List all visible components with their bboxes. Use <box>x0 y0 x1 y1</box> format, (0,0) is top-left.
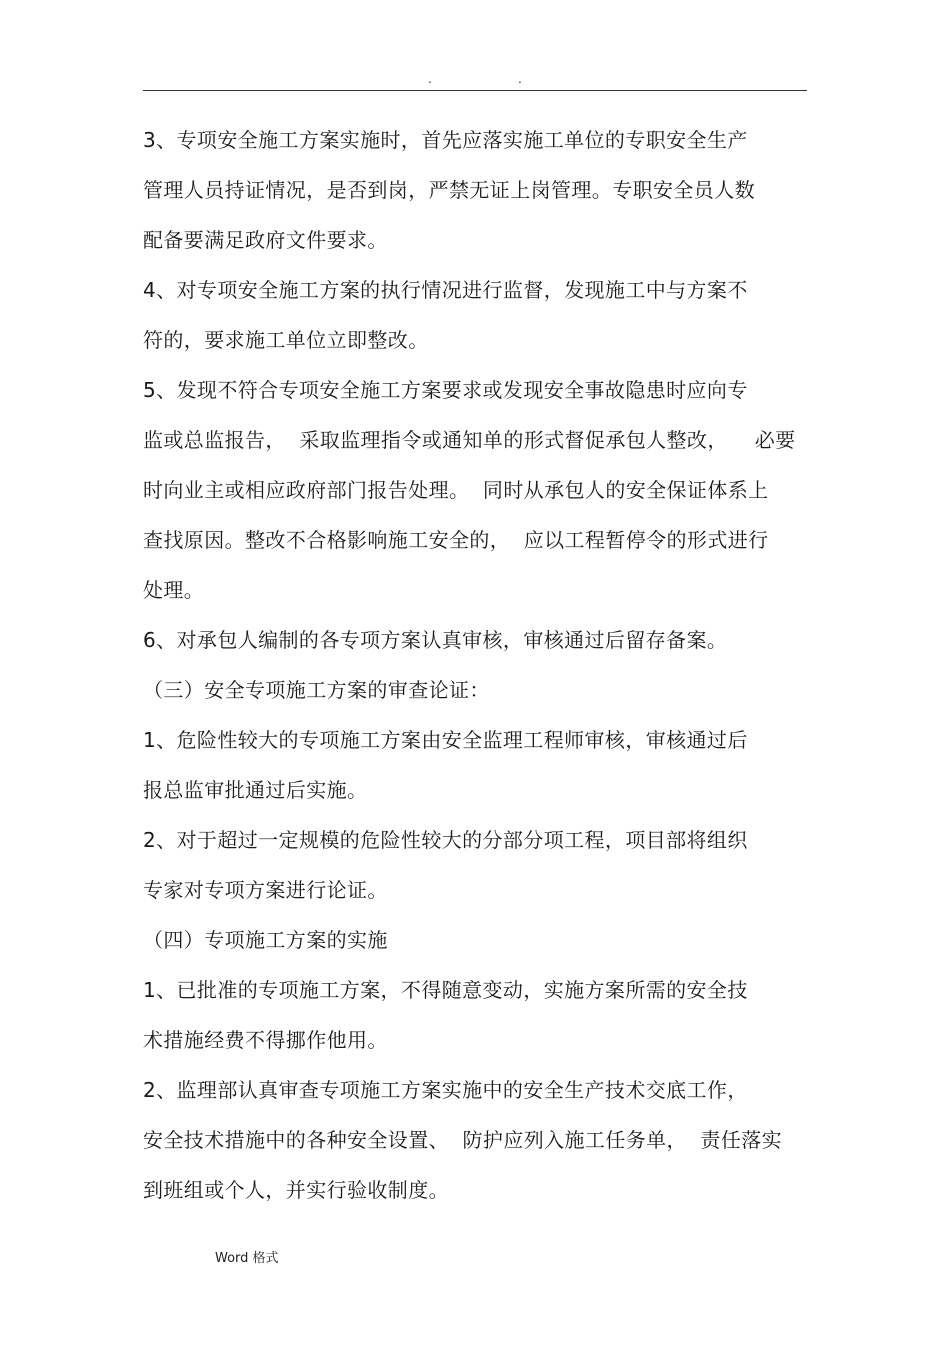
text-line: 到班组或个人，并实行验收制度。 <box>143 1178 449 1202</box>
header-dot-right: . <box>518 72 522 86</box>
text-line: 符的，要求施工单位立即整改。 <box>143 328 429 352</box>
page-header <box>0 72 950 86</box>
text-line: 1、已批准的专项施工方案，不得随意变动，实施方案所需的安全技 <box>143 978 748 1002</box>
text-line: 1、危险性较大的专项施工方案由安全监理工程师审核，审核通过后 <box>143 728 748 752</box>
page-footer: Word 格式 <box>215 1251 279 1266</box>
text-line: 时向业主或相应政府部门报告处理。 同时从承包人的安全保证体系上 <box>143 478 769 502</box>
header-rule <box>143 90 807 91</box>
text-line: 监或总监报告， 采取监理指令或通知单的形式督促承包人整改， 必要 <box>143 428 796 452</box>
text-line: 处理。 <box>143 578 205 602</box>
text-line: 术措施经费不得挪作他用。 <box>143 1028 388 1052</box>
text-line: 配备要满足政府文件要求。 <box>143 228 388 252</box>
text-line: 6、对承包人编制的各专项方案认真审核，审核通过后留存备案。 <box>143 628 728 652</box>
text-line: 2、对于超过一定规模的危险性较大的分部分项工程，项目部将组织 <box>143 828 748 852</box>
header-dot-left: . <box>428 72 432 86</box>
text-line: 查找原因。整改不合格影响施工安全的， 应以工程暂停令的形式进行 <box>143 528 769 552</box>
text-line: 4、对专项安全施工方案的执行情况进行监督，发现施工中与方案不 <box>143 278 748 302</box>
section-heading: （四）专项施工方案的实施 <box>143 928 388 952</box>
text-line: 专家对专项方案进行论证。 <box>143 878 388 902</box>
text-line: 2、监理部认真审查专项施工方案实施中的安全生产技术交底工作， <box>143 1078 748 1102</box>
section-heading: （三）安全专项施工方案的审查论证： <box>143 678 490 702</box>
text-line: 报总监审批通过后实施。 <box>143 778 368 802</box>
text-line: 管理人员持证情况，是否到岗，严禁无证上岗管理。专职安全员人数 <box>143 178 755 202</box>
text-line: 5、发现不符合专项安全施工方案要求或发现安全事故隐患时应向专 <box>143 378 748 402</box>
text-line: 安全技术措施中的各种安全设置、 防护应列入施工任务单， 责任落实 <box>143 1128 783 1152</box>
document-body <box>143 115 807 1215</box>
text-line: 3、专项安全施工方案实施时，首先应落实施工单位的专职安全生产 <box>143 128 748 152</box>
